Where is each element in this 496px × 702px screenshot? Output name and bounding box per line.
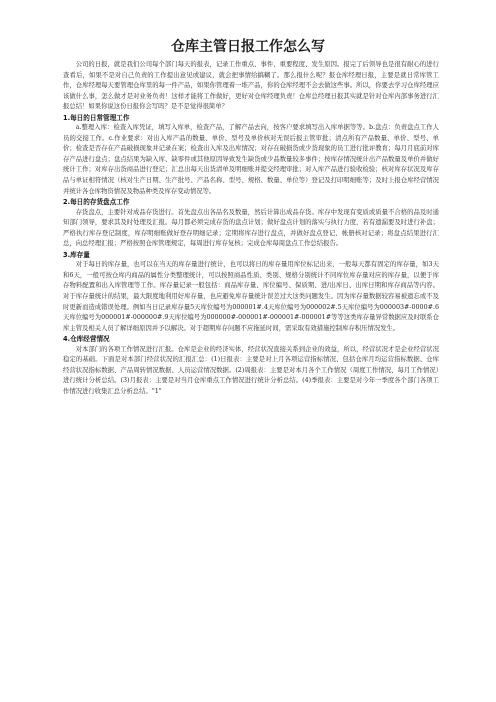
section-1-paragraph: a.整理入库：检查入库凭证，填写入库单，检查产品，了解产品去向，按客户要求填写出入库单据等等。b.盘点：负责盘点工作人员的交接工作。c.作业要求：对出入库产品的数量、单价、型号及单价核对无误后报主管审批；清点所有产品数量、单价、型号、单价；检查是否存在产品破损现象并记录在案；检查出入库及出库情况；对存在破损货或少货现象的员工进行批评教育；每月月底前对库存产品进行盘点；盘点结果为缺入库、缺零件或其他原因导致发生缺货或少品数量较多事件；按库存情况统计出产品数量及单价并做好统计工作；对库存出货商品进行登记；汇总出每天出货清单及明细账并提交经理审批；对入库产品进行验收检验；核对库存状况及库存品与单证相符情况（核对生产日期、生产批号、产品名称、型号、规格、数量、单位等）登记及打印明细账等；及时上报仓库经营情况并统计各仓库物资情况及物品种类及库存变动情况等。 [63,124,439,195]
section-2-paragraph: 存货盘点，主要针对成品存货进行。首先盘点出各品名及数量，然后计算出成品存货。库存中发现有变质或质量不合格的品及时通知部门领导，要求其及时处理及汇报。每月都必须完成存货的盘点计划；做好盘点计划的落实与执行力度，若有遗漏要及时进行补盘；严格执行库存登记制度，库存明细账做好登存明细记录；定期将库存进行盘点，并做好盘点登记、帐册核对记录；将盘点结果进行汇总，向总经理汇报；严格按照仓库管理规定，每周进行库存复核；完成仓库每周盘点工作总结报告。 [63,208,439,248]
section-4-paragraph: 对本部门的各项工作情况进行汇报。仓库是企业的经济实体，经营状况直接关系到企业的效益，所以，经营状况才是企业经营状况稳定的基础。下面是对本部门经营状况的汇报汇总：(1)日报表：主要是对上月各项运营指标情况、包括仓库月均运营指标数据、仓库经营状况指标数据、产品周转情况数据、人员运营情况数据。(2)周报表：主要是对本月各个工作情况（周度工作情况、每月工作情况）进行统计分析总结。(3)月报表：主要是对当月仓库重点工作情况进行统计分析总结。(4)季报表：主要是对今年一季度各个部门各项工作情况进行收集汇总分析总结。"1" [63,345,439,395]
section-heading-1: 1.每日的日常管理工作 [63,113,130,122]
page-title: 仓库主管日报工作怎么写 [171,39,325,55]
document-body [63,60,439,398]
section-3-paragraph: 对于每日的库存量，也可以在当天的库存量进行统计，也可以将日的库存量用库位标记出来，一般每天都有固定的库存量，如3天和6天，一般可按仓库内商品的属性分类整理统计，可以按照商品性质、类别、规格分别统计不同库位库存量对应的库存量，以便于库存物料配置和出入库管理等工作。库存量记录一般包括：商品库存量、库位编号、保质期、进/出库日、出库日期和库存商品等内容。对于库存量统计的结果，最大限度地利用好库存量，也应避免库存量统计误差过大这类问题发生。因为库存量数据较容易被遗忘或不及时更新而造成错误处理。例如当日记录库存量5天库位编号为000001#.4天库位编号为000002#.5天库位编号为000003#-0000#.6天库位编号为000001#-000000#.9天库位编号为000000#-000001#-000001#-000001#等等这类库存量异常数据应及时联系仓库主管及相关人员了解详细原因并予以解决。对于超期库存问题不应拖延时间，需采取有效措施控制库存积压情况发生。 [63,261,439,332]
section-heading-2: 2.每日的存货盘点工作 [63,198,130,207]
section-heading-3: 3.库存量 [63,250,90,259]
section-heading-4: 4.仓库经营情况 [63,335,110,344]
intro-paragraph: 公司的日报，就是我们公司每个部门每天的报表，记录工作重点、事件、重要程度、发生原因。报完了后领导也是很有耐心的进行查看后，如果不是对自己负责的工作提出意见或建议，就会把事情给搞糊了。那么报什么呢？报仓库经理日报，主要是就日常库管工作，仓库经理每天要管理仓库里的每一件产品，如果你管理着一堆产品，你的仓库经理不会去做这些事。所以，你要去学习仓库经理应该做什么事，怎么做才是对业务负责！这样才能将工作做好，更好对仓库经理负责！仓库总经理日报其实就是针对仓库内部事务进行汇报总结！如果你说这份日报你会写吗？是不是觉得很简单？ [63,61,439,111]
